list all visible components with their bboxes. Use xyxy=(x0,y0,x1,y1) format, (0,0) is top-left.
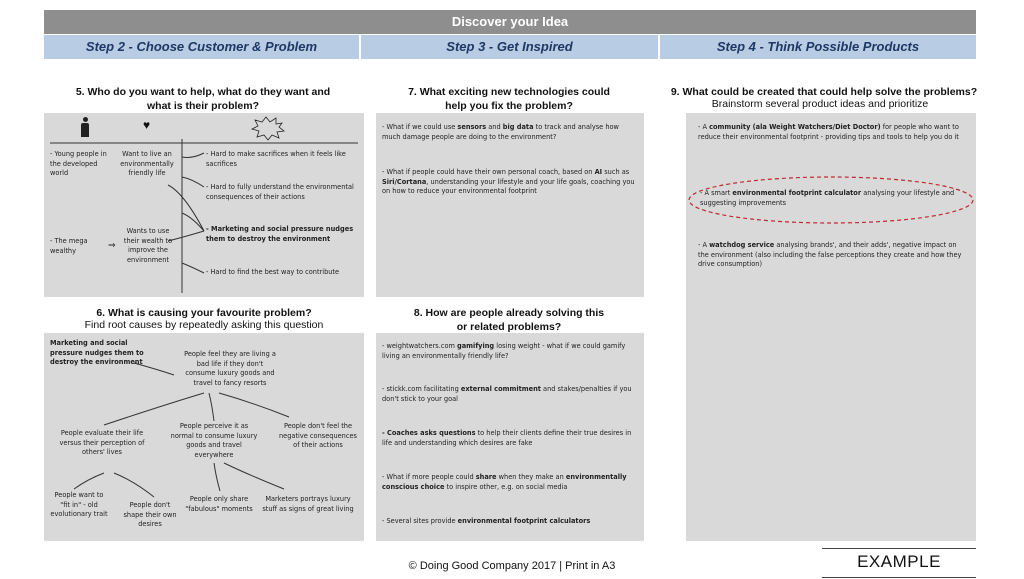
q5-title: 5. Who do you want to help, what do they want and what is their problem? xyxy=(75,86,331,112)
q6-cause-node: People don't shape their own desires xyxy=(123,501,177,529)
q9-title: 9. What could be created that could help solve the problems? xyxy=(670,86,978,98)
q7-title: 7. What exciting new technologies could help you fix the problem? xyxy=(408,86,610,112)
q8-item: - Coaches asks questions to help their clients define their true desires in life and understanding which desires are fake xyxy=(382,429,632,447)
q6-cause-node: People feel they are living a bad life if they don't consume luxury goods and travel to fancy resorts xyxy=(184,350,276,387)
problem-item: - Hard to find the best way to contribute xyxy=(206,268,340,276)
q7-item: - What if people could have their own personal coach, based on AI such as Siri/Cortana, understanding your lifestyle and your life goals, coaching you on how to reduce your environmental footprint xyxy=(382,168,635,196)
product-idea: - A smart environmental footprint calculator analysing your lifestyle and suggesting improvements xyxy=(700,189,955,207)
step-4-header: Step 4 - Think Possible Products xyxy=(660,35,976,59)
problem-item: - Hard to fully understand the environmental consequences of their actions xyxy=(206,183,354,201)
product-idea: - A watchdog service analysing brands', and their adds', negative impact on the environment (also including the false perceptions they create and how they drive consumption) xyxy=(698,241,962,269)
q8-item: - Several sites provide environmental footprint calculators xyxy=(382,517,591,525)
q6-cause-node: People want to "fit in" - old evolutionary trait xyxy=(50,491,108,519)
want-mega-wealthy: Wants to use their wealth to improve the environment xyxy=(123,227,173,264)
problem-item: - Hard to make sacrifices when it feels like sacrifices xyxy=(206,150,346,168)
q6-panel xyxy=(44,333,364,541)
q6-cause-node: People only share "fabulous" moments xyxy=(185,495,253,513)
q6-cause-node: People evaluate their life versus their perception of others' lives xyxy=(59,429,145,457)
q6-cause-node: Marketers portrays luxury stuff as signs of great living xyxy=(262,495,354,513)
step-3-header: Step 3 - Get Inspired xyxy=(361,35,658,59)
person-icon xyxy=(81,117,89,137)
q5-panel xyxy=(44,113,364,297)
arrow-icon: ⇒ xyxy=(108,241,116,251)
q6-title: 6. What is causing your favourite problem? xyxy=(96,307,312,319)
q8-item: - weightwatchers.com gamifying losing weight - what if we could gamify living an environmentally friendly life? xyxy=(382,342,626,360)
page-title: Discover your Idea xyxy=(44,10,976,34)
q6-root-cause: Marketing and social pressure nudges them to destroy the environment xyxy=(50,339,144,367)
q9-subtitle: Brainstorm several product ideas and prioritize xyxy=(711,98,929,110)
q9-panel xyxy=(686,113,976,541)
who-mega-wealthy: - The mega wealthy xyxy=(50,237,88,255)
q8-item: - What if more people could share when they make an environmentally conscious choice to inspire other, e.g. on social media xyxy=(382,473,627,491)
q8-title: 8. How are people already solving this or related problems? xyxy=(413,307,605,333)
q6-cause-node: People don't feel the negative consequences of their actions xyxy=(279,422,357,450)
step-2-header: Step 2 - Choose Customer & Problem xyxy=(44,35,359,59)
product-idea: - A community (ala Weight Watchers/Diet Doctor) for people who want to reduce their environmental footprint - providing tips and tools to help you do it xyxy=(698,123,959,141)
q8-panel xyxy=(376,333,644,541)
who-young-people: - Young people in the developed world xyxy=(50,150,107,178)
q7-item: - What if we could use sensors and big data to track and analyse how much damage people are doing to the environment? xyxy=(382,123,619,141)
highlight-ellipse xyxy=(686,113,976,541)
q6-cause-node: People perceive it as normal to consume luxury goods and travel everywhere xyxy=(170,422,258,459)
problem-item: - Marketing and social pressure nudges them to destroy the environment xyxy=(206,225,354,243)
example-label: EXAMPLE xyxy=(822,548,976,578)
q7-panel xyxy=(376,113,644,297)
want-young-people: Want to live an environmentally friendly life xyxy=(120,150,174,178)
heart-icon: ♥ xyxy=(143,118,151,132)
q8-item: - stickk.com facilitating external commitment and stakes/penalties if you don't stick to your goal xyxy=(382,385,632,403)
q6-subtitle: Find root causes by repeatedly asking this question xyxy=(84,319,324,331)
footer-copyright: © Doing Good Company 2017 | Print in A3 xyxy=(408,560,616,572)
